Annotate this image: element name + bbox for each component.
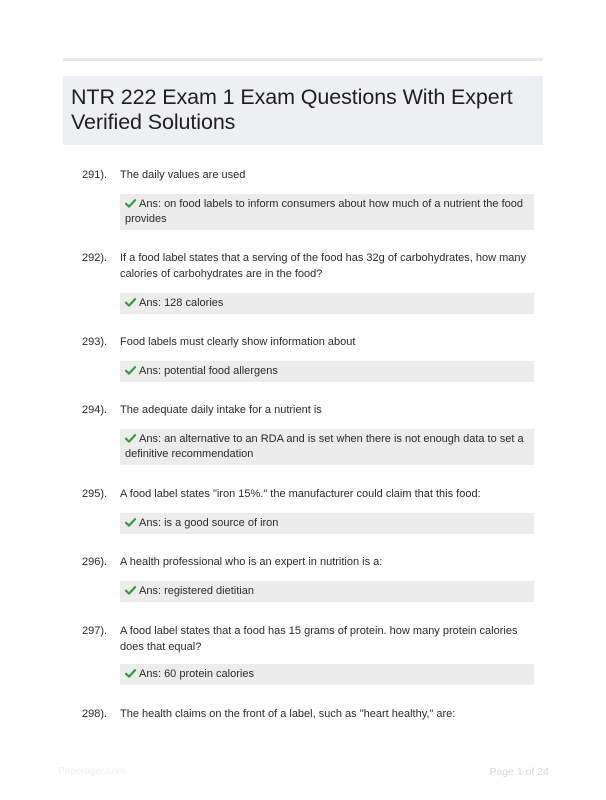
question-number: 298).: [82, 708, 108, 720]
question-text: A food label states that a food has 15 grams of protein. how many protein calories does that equal?: [120, 625, 518, 653]
question-text: Food labels must clearly show information about: [120, 336, 356, 348]
question-text: The adequate daily intake for a nutrient is: [120, 404, 322, 416]
answer-box: [120, 293, 534, 314]
page-title: NTR 222 Exam 1 Exam Questions With Expert Verified Solutions: [71, 85, 513, 134]
check-icon: [125, 366, 136, 375]
answer-box: [120, 513, 534, 534]
question-number: 297).: [82, 625, 108, 637]
check-icon: [125, 586, 136, 595]
answer-text: Ans: potential food allergens: [139, 365, 278, 377]
question-number: 293).: [82, 336, 108, 348]
answer-box: [120, 429, 534, 465]
question-text: The health claims on the front of a label, such as "heart healthy," are:: [120, 708, 456, 720]
answer-box: [120, 194, 534, 230]
answer-text: Ans: an alternative to an RDA and is set when there is not enough data to set a definitive recommendation: [125, 433, 524, 460]
answer-text: Ans: is a good source of iron: [139, 517, 279, 529]
answer-box: [120, 361, 534, 382]
check-icon: [125, 298, 136, 307]
question-number: 294).: [82, 404, 108, 416]
question-text: The daily values are used: [120, 169, 246, 181]
question-text: If a food label states that a serving of the food has 32g of carbohydrates, how many calories of carbohydrates are in the food?: [120, 252, 527, 280]
answer-text: Ans: on food labels to inform consumers about how much of a nutrient the food provides: [125, 198, 524, 225]
question-number: 292).: [82, 252, 108, 264]
answer-text: Ans: 128 calories: [139, 297, 224, 309]
answer-text: Ans: registered dietitian: [139, 585, 254, 597]
question-text: A food label states "iron 15%." the manufacturer could claim that this food:: [120, 488, 481, 500]
question-text: A health professional who is an expert in nutrition is a:: [120, 556, 383, 568]
question-number: 296).: [82, 556, 108, 568]
check-icon: [125, 199, 136, 208]
title-banner: [63, 76, 543, 145]
answer-text: Ans: 60 protein calories: [139, 668, 254, 680]
answer-box: [120, 664, 534, 685]
question-number: 291).: [82, 169, 108, 181]
footer-site-watermark: Papertiger.com: [58, 766, 126, 777]
check-icon: [125, 518, 136, 527]
check-icon: [125, 434, 136, 443]
question-number: 295).: [82, 488, 108, 500]
check-icon: [125, 669, 136, 678]
answer-box: [120, 581, 534, 602]
top-divider: [63, 58, 543, 61]
page-number: Page 1 of 24: [489, 766, 549, 778]
